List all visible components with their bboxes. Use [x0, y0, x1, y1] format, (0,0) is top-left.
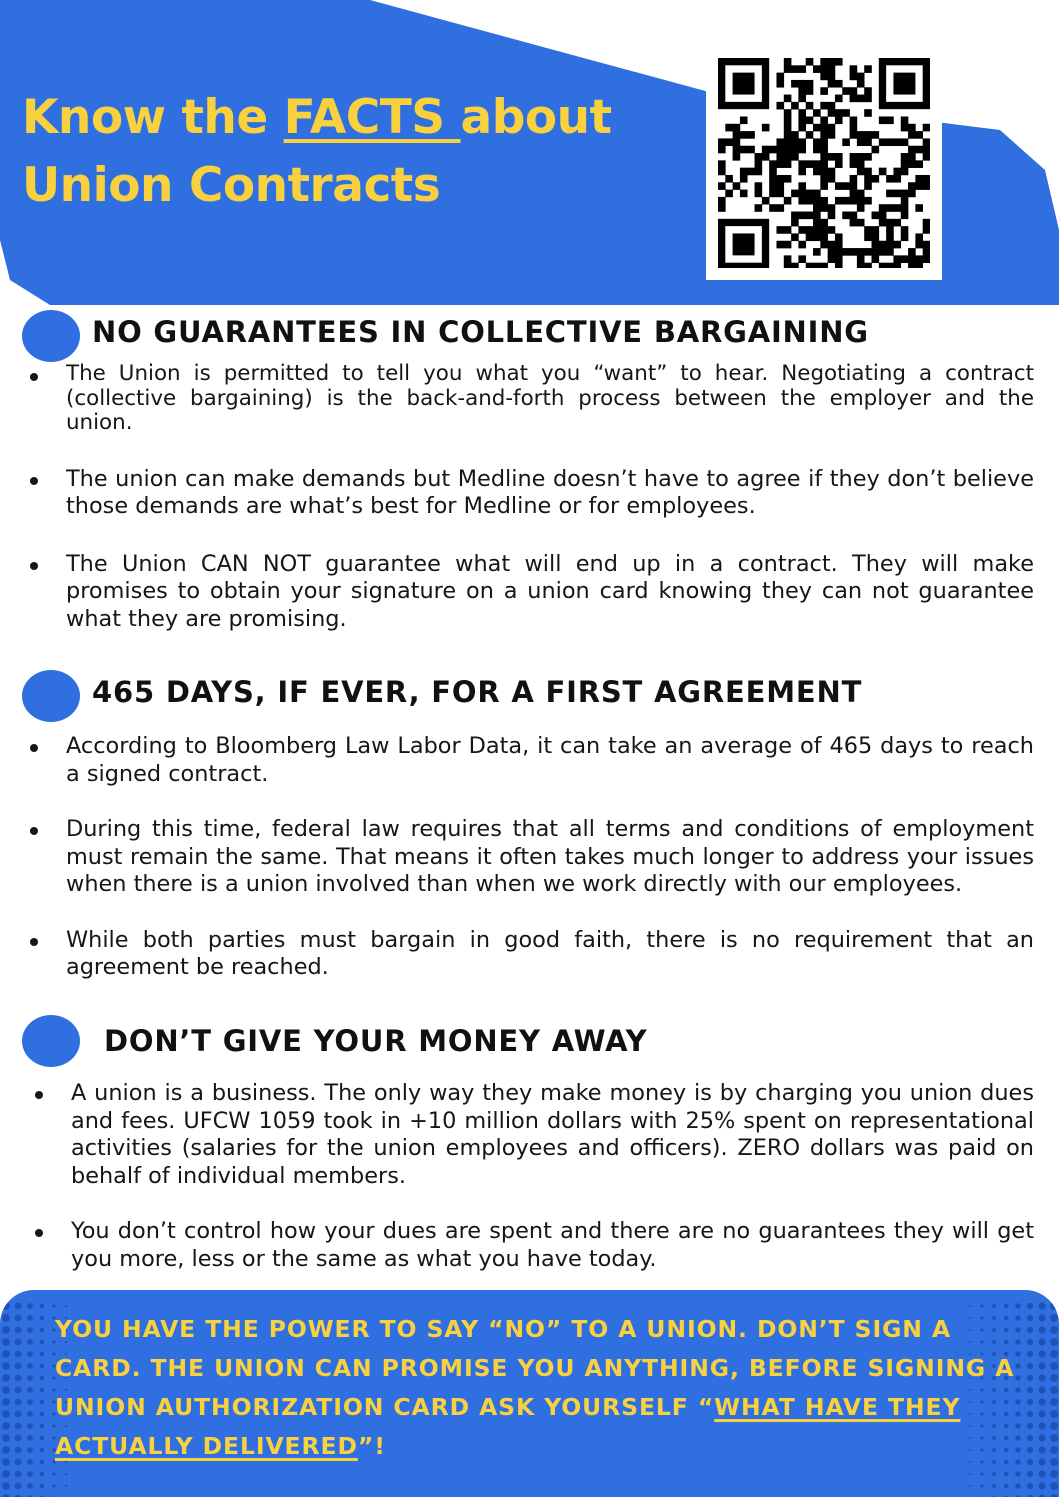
section-1-list — [22, 362, 1034, 633]
footer-callout — [55, 1310, 1030, 1466]
section-3-list — [27, 1080, 1034, 1273]
section-2-list — [22, 733, 1034, 982]
footer-text-main: YOU HAVE THE POWER TO SAY “NO” TO A UNION. DON’T SIGN A CARD. THE UNION CAN PROMISE YOU ANYTHING, BEFORE SIGNING A UNION AUTHORIZATION CARD ASK YOURSELF “ — [55, 1315, 1015, 1421]
qr-code-graphic — [718, 58, 930, 268]
section-1-dot — [22, 310, 80, 362]
footer-text-underlined: WHAT HAVE THEY ACTUALLY DELIVERED — [55, 1393, 961, 1460]
title-line2: Union Contracts — [22, 158, 441, 213]
list-item: A union is a business. The only way they make money is by charging you union dues and fees. UFCW 1059 took in +10 million dollars with 25% spent on representational activities (salaries for the union employees and officers). ZERO dollars was paid on behalf of individual members. — [27, 1080, 1034, 1190]
title-highlight: FACTS — [283, 90, 461, 145]
page-title — [22, 84, 702, 220]
list-item: According to Bloomberg Law Labor Data, it can take an average of 465 days to reach a signed contract. — [22, 733, 1034, 788]
footer-banner — [0, 1290, 1059, 1497]
list-item: The Union CAN NOT guarantee what will end up in a contract. They will make promises to obtain your signature on a union card knowing they can not guarantee what they are promising. — [22, 551, 1034, 634]
section-3-title: DON’T GIVE YOUR MONEY AWAY — [104, 1024, 648, 1058]
list-item: While both parties must bargain in good faith, there is no requirement that an agreement be reached. — [22, 927, 1034, 982]
section-1-title: NO GUARANTEES IN COLLECTIVE BARGAINING — [92, 315, 869, 349]
list-item: During this time, federal law requires that all terms and conditions of employment must remain the same. That means it often takes much longer to address your issues when there is a union involved than when we work directly with our employees. — [22, 816, 1034, 899]
footer-text-end: ”! — [357, 1432, 386, 1460]
list-item: You don’t control how your dues are spent and there are no guarantees they will get you more, less or the same as what you have today. — [27, 1218, 1034, 1273]
list-item: The Union is permitted to tell you what you “want” to hear. Negotiating a contract (collective bargaining) is the back-and-forth process between the employer and the union. — [22, 362, 1034, 436]
qr-code-icon[interactable] — [706, 46, 942, 280]
section-3-dot — [22, 1015, 80, 1067]
list-item: The union can make demands but Medline doesn’t have to agree if they don’t believe those demands are what’s best for Medline or for employees. — [22, 466, 1034, 521]
section-2-title: 465 DAYS, IF EVER, FOR A FIRST AGREEMENT — [92, 675, 863, 709]
title-part2: about — [460, 90, 612, 145]
section-2-dot — [22, 670, 80, 722]
title-part1: Know the — [22, 90, 284, 145]
